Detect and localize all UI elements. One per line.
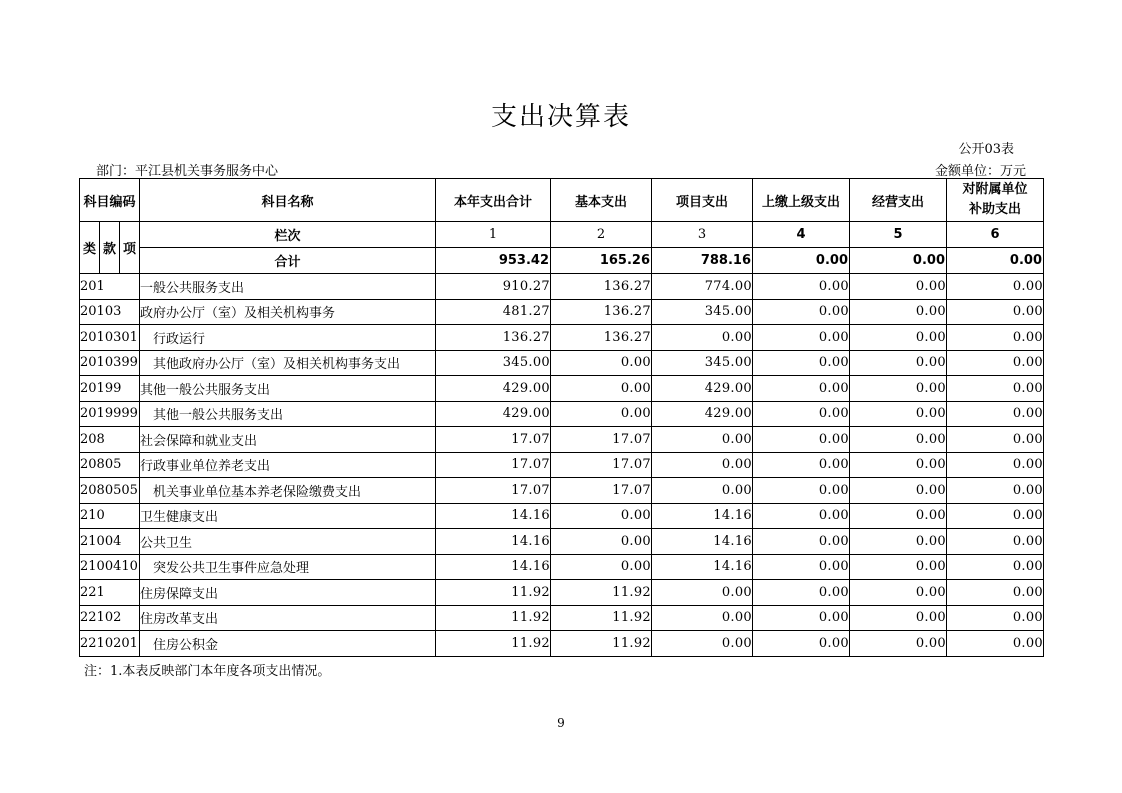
row-code: 2010399 [80, 350, 140, 376]
total-value: 953.42 [436, 248, 551, 274]
col-number: 2 [551, 222, 652, 248]
table-row [80, 503, 1044, 529]
row-value: 0.00 [850, 452, 947, 478]
row-value: 136.27 [436, 325, 551, 351]
row-value: 0.00 [551, 503, 652, 529]
row-value: 0.00 [850, 580, 947, 606]
row-code: 201 [80, 274, 140, 300]
row-value: 429.00 [436, 376, 551, 402]
row-value: 0.00 [850, 427, 947, 453]
row-value: 0.00 [850, 529, 947, 555]
header-kuan: 款 [100, 222, 120, 274]
row-value: 0.00 [753, 605, 850, 631]
row-code: 21004 [80, 529, 140, 555]
row-value: 774.00 [652, 274, 753, 300]
table-row [80, 427, 1044, 453]
table-row [80, 631, 1044, 657]
row-value: 17.07 [551, 478, 652, 504]
table-row [80, 299, 1044, 325]
row-value: 0.00 [947, 325, 1044, 351]
row-value: 0.00 [753, 274, 850, 300]
row-value: 0.00 [947, 274, 1044, 300]
header-subsidy-line1: 对附属单位 [962, 182, 1028, 197]
expenditure-table [79, 178, 1044, 657]
row-name: 住房改革支出 [140, 605, 436, 631]
header-business: 经营支出 [850, 179, 947, 222]
page-number: 9 [557, 716, 565, 730]
row-name: 社会保障和就业支出 [140, 427, 436, 453]
row-value: 0.00 [850, 554, 947, 580]
row-value: 429.00 [652, 401, 753, 427]
row-name: 公共卫生 [140, 529, 436, 555]
row-value: 345.00 [652, 299, 753, 325]
row-value: 17.07 [436, 452, 551, 478]
header-lei: 类 [80, 222, 100, 274]
row-value: 0.00 [850, 325, 947, 351]
row-value: 14.16 [652, 529, 753, 555]
row-value: 0.00 [652, 427, 753, 453]
total-value: 165.26 [551, 248, 652, 274]
row-value: 0.00 [753, 299, 850, 325]
row-value: 0.00 [753, 452, 850, 478]
row-value: 11.92 [551, 631, 652, 657]
row-value: 136.27 [551, 274, 652, 300]
row-value: 0.00 [652, 605, 753, 631]
header-subsidy-line2: 补助支出 [968, 202, 1021, 217]
table-row [80, 452, 1044, 478]
row-value: 0.00 [947, 350, 1044, 376]
row-value: 0.00 [652, 478, 753, 504]
row-code: 22102 [80, 605, 140, 631]
row-code: 2019999 [80, 401, 140, 427]
row-value: 0.00 [947, 376, 1044, 402]
row-value: 0.00 [850, 401, 947, 427]
row-value: 345.00 [436, 350, 551, 376]
page-title: 支出决算表 [490, 102, 631, 132]
total-value: 0.00 [753, 248, 850, 274]
row-value: 0.00 [850, 503, 947, 529]
row-name: 突发公共卫生事件应急处理 [140, 554, 436, 580]
row-code: 20103 [80, 299, 140, 325]
table-row [80, 580, 1044, 606]
row-value: 0.00 [947, 554, 1044, 580]
row-value: 429.00 [652, 376, 753, 402]
row-code: 2010301 [80, 325, 140, 351]
row-value: 0.00 [947, 529, 1044, 555]
header-subsidy [947, 179, 1044, 222]
row-code: 2210201 [80, 631, 140, 657]
row-code: 221 [80, 580, 140, 606]
row-value: 0.00 [850, 605, 947, 631]
row-value: 0.00 [753, 631, 850, 657]
row-code: 208 [80, 427, 140, 453]
row-value: 0.00 [753, 350, 850, 376]
row-code: 20805 [80, 452, 140, 478]
row-name: 行政事业单位养老支出 [140, 452, 436, 478]
row-value: 0.00 [850, 631, 947, 657]
row-name: 其他政府办公厅（室）及相关机构事务支出 [140, 350, 436, 376]
col-number: 3 [652, 222, 753, 248]
header-total: 本年支出合计 [436, 179, 551, 222]
table-row [80, 325, 1044, 351]
row-value: 17.07 [436, 427, 551, 453]
row-value: 0.00 [850, 274, 947, 300]
table-row [80, 274, 1044, 300]
row-value: 0.00 [947, 401, 1044, 427]
row-value: 0.00 [947, 503, 1044, 529]
row-value: 0.00 [551, 529, 652, 555]
footnote: 注：1.本表反映部门本年度各项支出情况。 [84, 664, 331, 679]
department-label: 部门：平江县机关事务服务中心 [96, 164, 279, 179]
row-value: 0.00 [947, 427, 1044, 453]
row-value: 0.00 [850, 299, 947, 325]
table-row [80, 529, 1044, 555]
total-value: 0.00 [850, 248, 947, 274]
row-value: 0.00 [652, 631, 753, 657]
row-value: 910.27 [436, 274, 551, 300]
unit-label: 金额单位：万元 [934, 164, 1026, 179]
row-value: 0.00 [753, 554, 850, 580]
row-value: 14.16 [652, 554, 753, 580]
row-name: 机关事业单位基本养老保险缴费支出 [140, 478, 436, 504]
col-number: 1 [436, 222, 551, 248]
row-value: 14.16 [436, 503, 551, 529]
row-value: 0.00 [551, 554, 652, 580]
row-value: 0.00 [753, 401, 850, 427]
row-value: 0.00 [850, 478, 947, 504]
row-value: 11.92 [436, 631, 551, 657]
table-row [80, 376, 1044, 402]
row-value: 14.16 [652, 503, 753, 529]
col-number: 6 [947, 222, 1044, 248]
col-number: 4 [753, 222, 850, 248]
row-value: 0.00 [652, 325, 753, 351]
row-name: 卫生健康支出 [140, 503, 436, 529]
row-name: 行政运行 [140, 325, 436, 351]
form-number: 公开03表 [958, 142, 1014, 157]
total-value: 0.00 [947, 248, 1044, 274]
row-name: 其他一般公共服务支出 [140, 401, 436, 427]
row-value: 136.27 [551, 325, 652, 351]
table-row [80, 350, 1044, 376]
row-value: 0.00 [947, 452, 1044, 478]
table-row [80, 605, 1044, 631]
row-value: 14.16 [436, 529, 551, 555]
row-value: 0.00 [753, 478, 850, 504]
header-name: 科目名称 [140, 179, 436, 222]
table-row [80, 401, 1044, 427]
header-lanci: 栏次 [140, 222, 436, 248]
row-value: 0.00 [551, 350, 652, 376]
row-value: 136.27 [551, 299, 652, 325]
row-value: 0.00 [947, 580, 1044, 606]
header-project: 项目支出 [652, 179, 753, 222]
row-value: 0.00 [947, 299, 1044, 325]
row-value: 11.92 [436, 580, 551, 606]
row-value: 17.07 [436, 478, 551, 504]
row-name: 政府办公厅（室）及相关机构事务 [140, 299, 436, 325]
row-value: 0.00 [652, 580, 753, 606]
row-value: 345.00 [652, 350, 753, 376]
row-value: 0.00 [551, 401, 652, 427]
total-value: 788.16 [652, 248, 753, 274]
row-value: 0.00 [652, 452, 753, 478]
row-value: 17.07 [551, 427, 652, 453]
row-value: 0.00 [947, 605, 1044, 631]
row-value: 11.92 [551, 605, 652, 631]
row-value: 0.00 [753, 503, 850, 529]
header-code: 科目编码 [80, 179, 140, 222]
row-code: 2080505 [80, 478, 140, 504]
col-number: 5 [850, 222, 947, 248]
row-name: 其他一般公共服务支出 [140, 376, 436, 402]
row-value: 0.00 [850, 350, 947, 376]
row-value: 0.00 [850, 376, 947, 402]
table-row [80, 478, 1044, 504]
row-value: 11.92 [436, 605, 551, 631]
header-xiang: 项 [120, 222, 140, 274]
table-row [80, 554, 1044, 580]
row-value: 14.16 [436, 554, 551, 580]
row-value: 481.27 [436, 299, 551, 325]
row-value: 17.07 [551, 452, 652, 478]
header-upper: 上缴上级支出 [753, 179, 850, 222]
row-code: 20199 [80, 376, 140, 402]
row-value: 0.00 [947, 478, 1044, 504]
row-value: 0.00 [753, 580, 850, 606]
row-value: 0.00 [551, 376, 652, 402]
row-value: 0.00 [753, 325, 850, 351]
row-name: 一般公共服务支出 [140, 274, 436, 300]
row-value: 0.00 [753, 376, 850, 402]
row-value: 429.00 [436, 401, 551, 427]
row-name: 住房公积金 [140, 631, 436, 657]
row-value: 0.00 [753, 529, 850, 555]
row-code: 2100410 [80, 554, 140, 580]
total-label: 合计 [140, 248, 436, 274]
row-value: 0.00 [753, 427, 850, 453]
row-name: 住房保障支出 [140, 580, 436, 606]
row-code: 210 [80, 503, 140, 529]
table-body [80, 274, 1044, 657]
row-value: 0.00 [947, 631, 1044, 657]
row-value: 11.92 [551, 580, 652, 606]
header-basic: 基本支出 [551, 179, 652, 222]
